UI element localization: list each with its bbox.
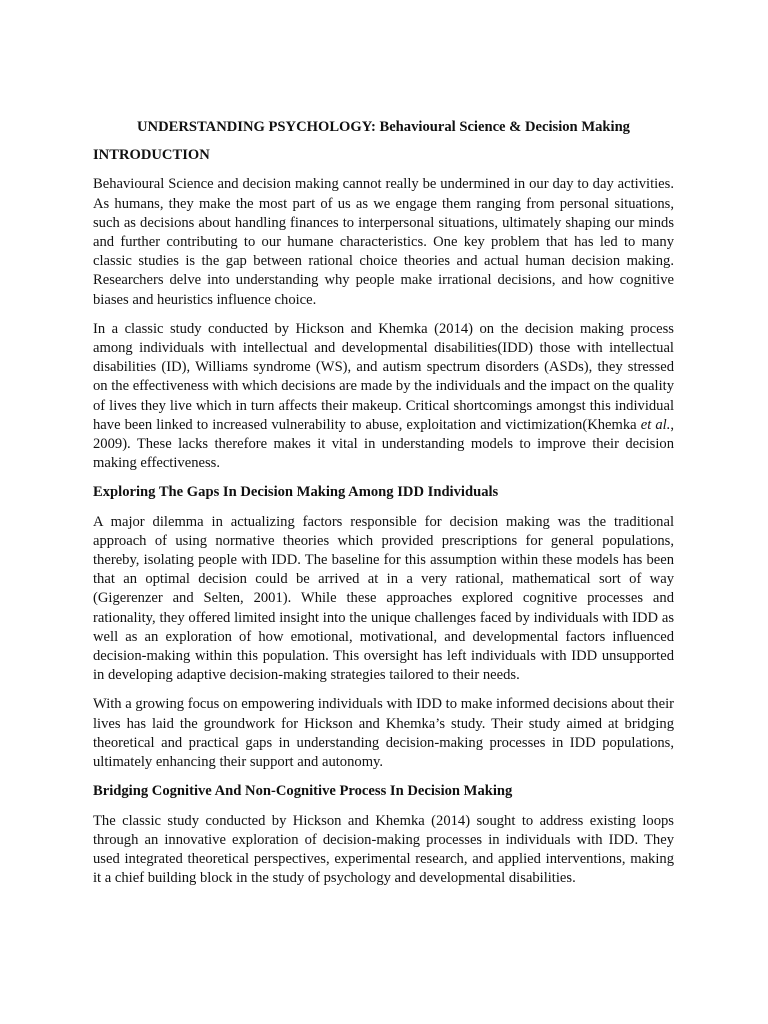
intro-paragraph-2-text: In a classic study conducted by Hickson and Khemka (2014) on the decision making process among individuals with intellectual and developmental disabilities(IDD) those with intellectual disabilities (ID), Williams syndrome (WS), and autism spectrum disorders (ASDs), they stressed on the effectiveness with which decisions are made by the individuals and the impact on the quality of lives they live which in turn affects their makeup. Critical shortcomings amongst this individual have been linked to increased vulnerability to abuse, exploitation and victimization(Khemka xyxy=(93,320,674,433)
intro-paragraph-2 xyxy=(93,320,674,474)
section-heading-bridging: Bridging Cognitive And Non-Cognitive Process In Decision Making xyxy=(93,783,513,800)
gaps-paragraph-1: A major dilemma in actualizing factors responsible for decision making was the traditional approach of using normative theories which provided prescriptions for general populations, thereby, isolating people with IDD. The baseline for this assumption within these models has been that an optimal decision could be arrived at in a very rational, mathematical sort of way (Gigerenzer and Selten, 2001). While these approaches explored cognitive processes and rationality, they offered limited insight into the unique challenges faced by individuals with IDD as well as an exploration of how emotional, motivational, and developmental factors influenced decision-making within this population. This oversight has left individuals with IDD unsupported in developing adaptive decision-making strategies tailored to their needs. xyxy=(93,513,674,684)
bridging-paragraph-1: The classic study conducted by Hickson and Khemka (2014) sought to address existing loops through an innovative exploration of decision-making processes in individuals with IDD. They used integrated theoretical perspectives, experimental research, and applied interventions, making it a chief building block in the study of psychology and developmental disabilities. xyxy=(93,812,674,887)
document-title: UNDERSTANDING PSYCHOLOGY: Behavioural Science & Decision Making xyxy=(137,119,630,135)
document-page xyxy=(93,112,674,898)
intro-paragraph-2-text-end: , 2009). These lacks therefore makes it vital in understanding models to improve their decision making effectiveness. xyxy=(93,416,674,472)
intro-paragraph-1: Behavioural Science and decision making cannot really be undermined in our day to day activities. As humans, they make the most part of us as we engage them ranging from personal situations, such as decisions about handling finances to interpersonal situations, ultimately shaping our minds and further contributing to our humane characteristics. One key problem that has led to many classic studies is the gap between rational choice theories and actual human decision making. Researchers delve into understanding why people make irrational decisions, and how cognitive biases and heuristics influence choice. xyxy=(93,176,674,308)
gaps-paragraph-2: With a growing focus on empowering individuals with IDD to make informed decisions about their lives has laid the groundwork for Hickson and Khemka’s study. Their study aimed at bridging theoretical and practical gaps in understanding decision-making processes in IDD populations, ultimately enhancing their support and autonomy. xyxy=(93,696,674,771)
section-heading-exploring-gaps: Exploring The Gaps In Decision Making Among IDD Individuals xyxy=(93,484,499,501)
citation-et-al: et al. xyxy=(640,416,671,433)
section-heading-introduction: INTRODUCTION xyxy=(93,147,210,164)
